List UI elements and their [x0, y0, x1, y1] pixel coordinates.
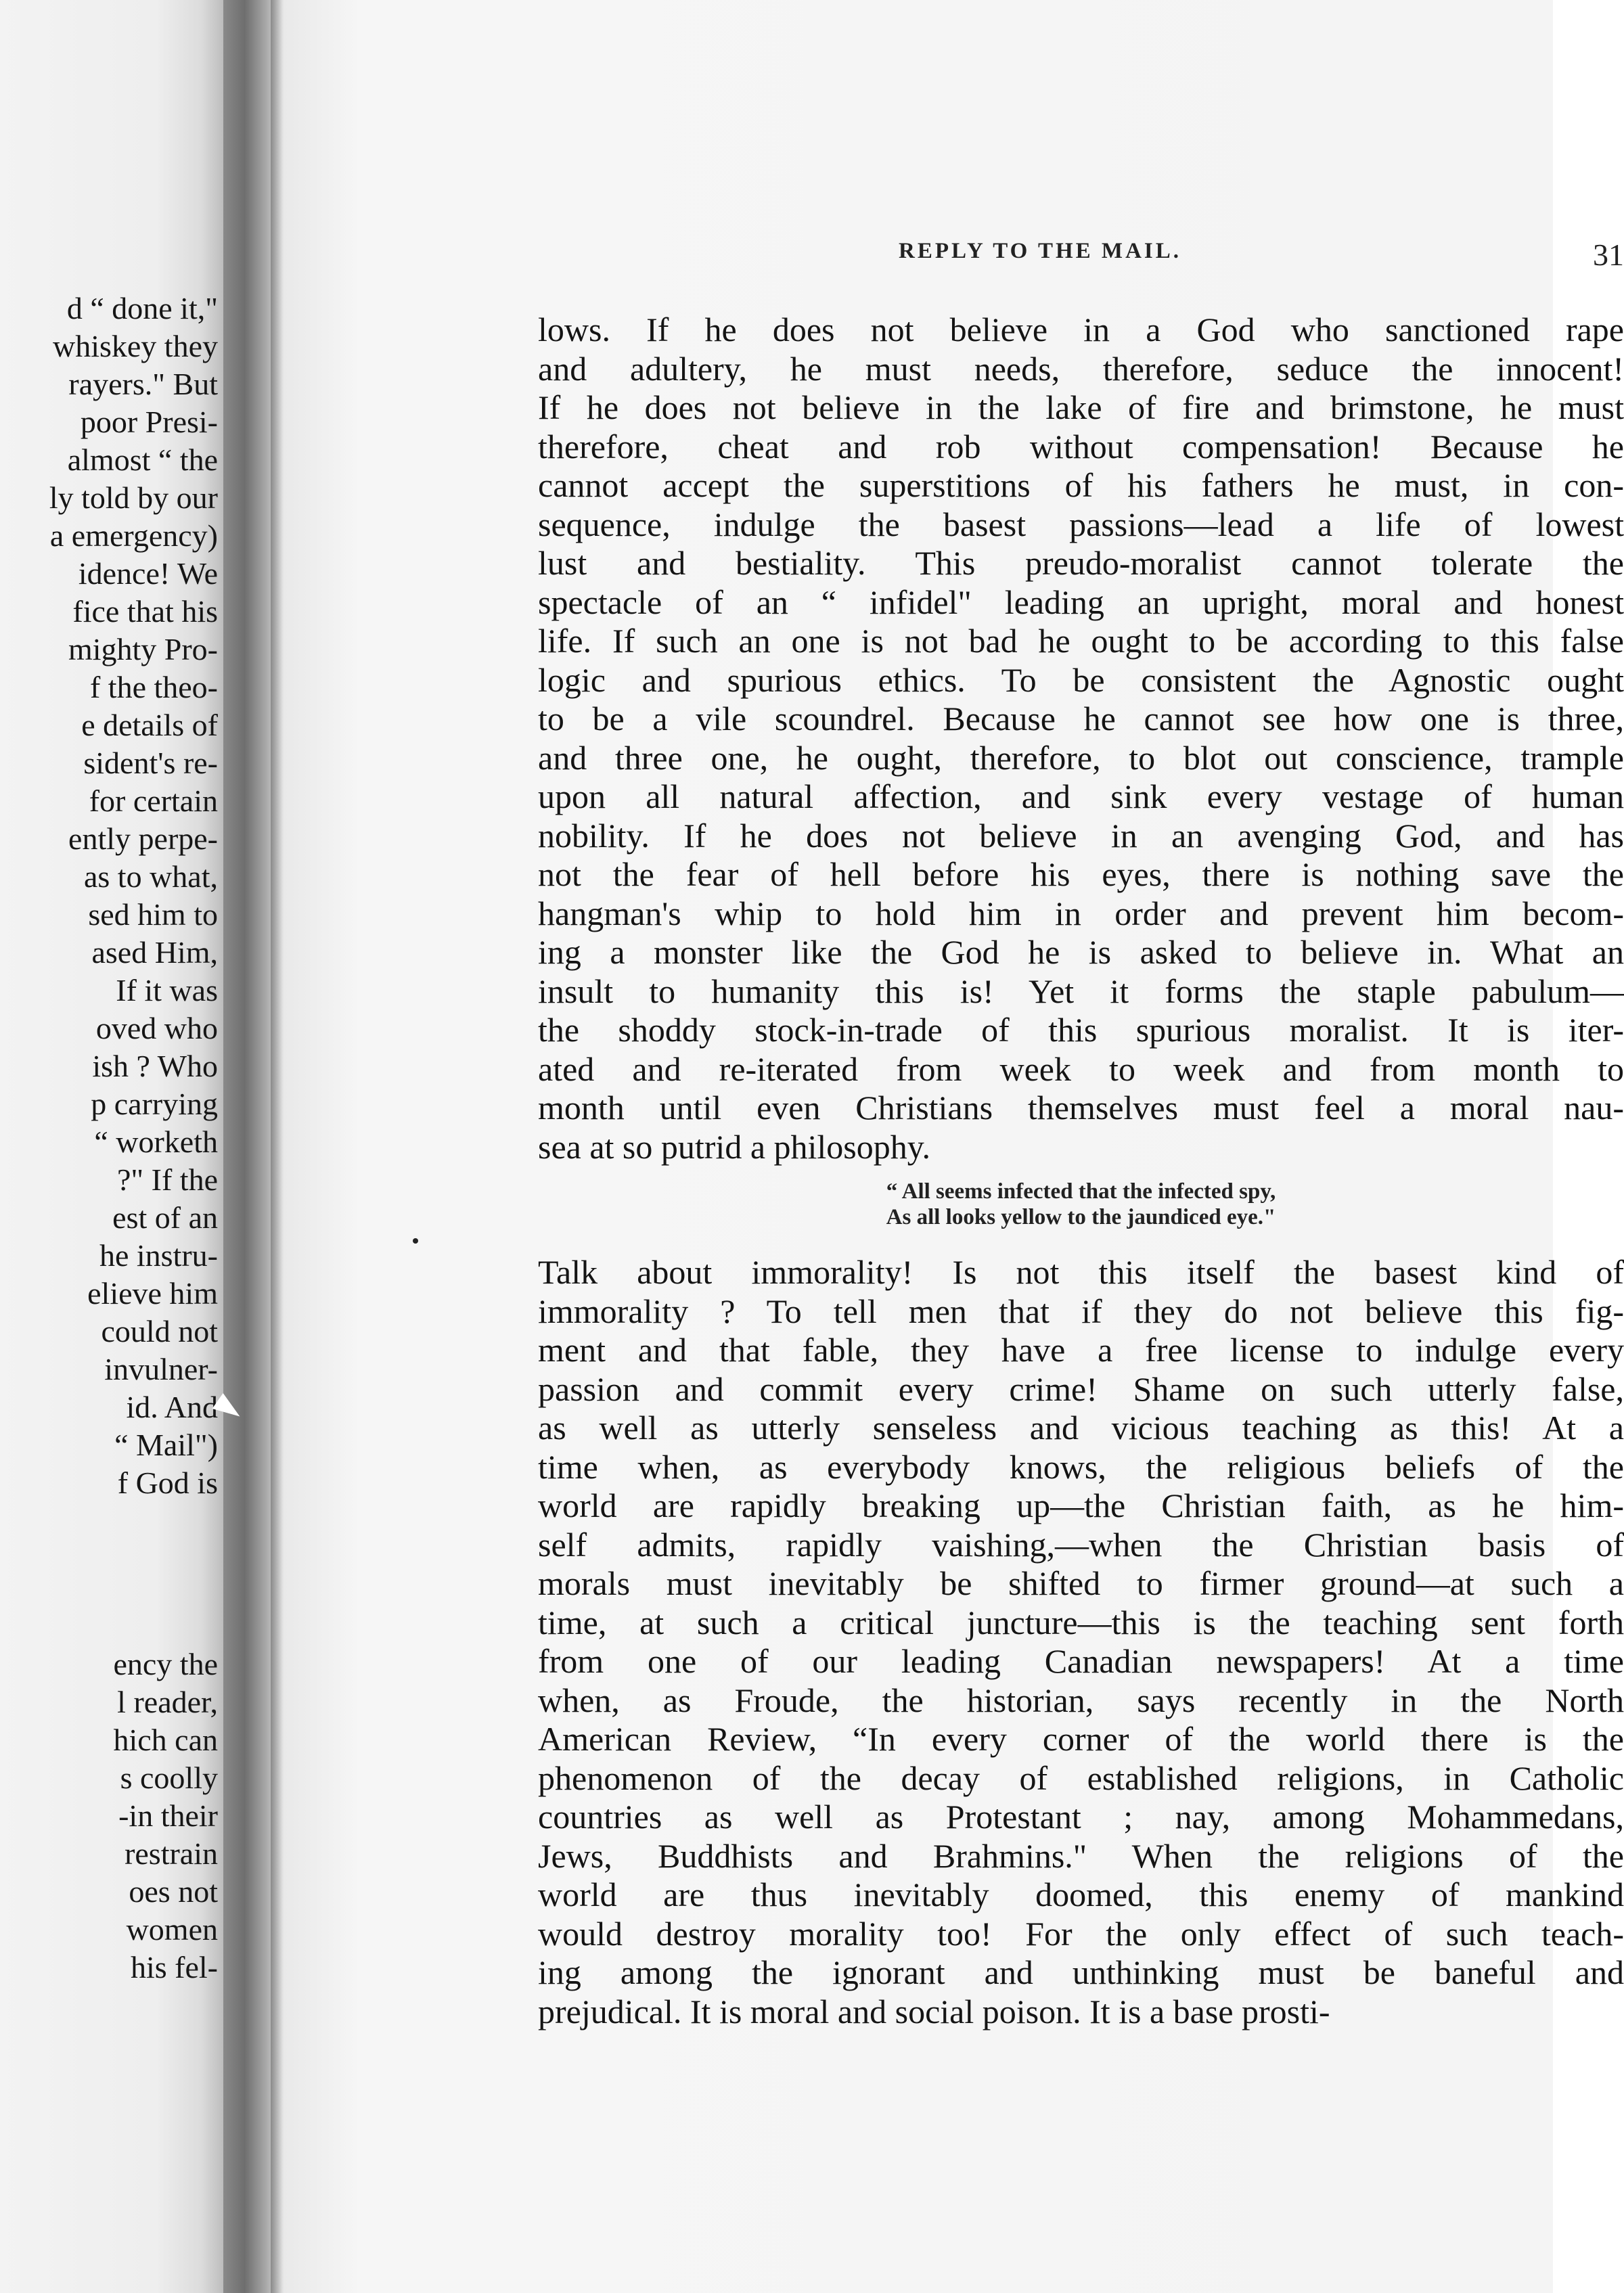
previous-page-line: e details of: [81, 708, 218, 742]
paragraph-1: [538, 311, 1624, 1166]
previous-page-line: f God is: [117, 1466, 218, 1500]
previous-page-line: “ worketh: [94, 1125, 218, 1159]
verse-quotation: [538, 1179, 1624, 1230]
text-line: not the fear of hell before his eyes, there is nothing save the: [538, 855, 1624, 893]
previous-page-line: est of an: [112, 1200, 218, 1235]
text-line: Jews, Buddhists and Brahmins." When the religions of the: [538, 1836, 1624, 1875]
previous-page-line: a emergency): [49, 518, 218, 553]
text-line: ing a monster like the God he is asked to believe in. What an: [538, 933, 1624, 971]
previous-page-line: fice that his: [72, 594, 218, 629]
previous-page-line: he instru-: [99, 1238, 218, 1273]
previous-page-line: f the theo-: [89, 670, 218, 704]
previous-page-line: d “ done it,": [66, 291, 218, 325]
text-line: time when, as everybody knows, the religious beliefs of the: [538, 1447, 1624, 1486]
previous-page-line: ly told by our: [49, 480, 218, 515]
previous-page-line: as to what,: [83, 859, 218, 894]
previous-page-line: If it was: [116, 973, 218, 1007]
previous-page-line: whiskey they: [52, 329, 218, 363]
text-line: lows. If he does not believe in a God who sanctioned rape: [538, 311, 1624, 348]
text-line: world are rapidly breaking up—the Christian faith, as he him-: [538, 1486, 1624, 1524]
previous-page-line: ased Him,: [91, 935, 218, 970]
text-line: hangman's whip to hold him in order and prevent him becom-: [538, 894, 1624, 932]
text-line: morals must inevitably be shifted to firmer ground—at such a: [538, 1564, 1624, 1602]
text-line: immorality ? To tell men that if they do not believe this fig-: [538, 1292, 1624, 1330]
text-line: when, as Froude, the historian, says recently in the North: [538, 1681, 1624, 1719]
previous-page-line: elieve him: [87, 1276, 218, 1311]
previous-page-line: his fel-: [130, 1950, 218, 1984]
previous-page-line: rayers." But: [68, 367, 218, 401]
text-line: ing among the ignorant and unthinking must be baneful and: [538, 1953, 1624, 1991]
previous-page-line: ency the: [113, 1647, 218, 1681]
previous-page-line: -in their: [118, 1798, 218, 1833]
text-line: phenomenon of the decay of established religions, in Catholic: [538, 1758, 1624, 1797]
previous-page-line: oes not: [129, 1874, 218, 1909]
text-line: ated and re-iterated from week to week and from month to: [538, 1049, 1624, 1088]
text-line: insult to humanity this is! Yet it forms the staple pabulum—: [538, 972, 1624, 1010]
text-line: passion and commit every crime! Shame on such utterly false,: [538, 1369, 1624, 1408]
main-page: [284, 0, 1624, 2293]
verse-line: As all looks yellow to the jaundiced eye.": [886, 1205, 1276, 1229]
previous-page-line: oved who: [95, 1011, 218, 1045]
text-line: therefore, cheat and rob without compensation! Because he: [538, 427, 1624, 466]
text-line: cannot accept the superstitions of his fathers he must, in con-: [538, 466, 1624, 504]
text-line: month until even Christians themselves must feel a moral nau-: [538, 1089, 1624, 1127]
text-line: sea at so putrid a philosophy.: [538, 1127, 931, 1166]
text-line: Talk about immorality! Is not this itself the basest kind of: [538, 1253, 1624, 1291]
previous-page-line: s coolly: [120, 1761, 218, 1795]
previous-page-line: sident's re-: [83, 746, 218, 780]
previous-page-text: [0, 290, 218, 1986]
text-line: self admits, rapidly vaishing,—when the Christian basis of: [538, 1525, 1624, 1564]
previous-page-line: “ Mail"): [114, 1428, 218, 1462]
page-number: 31: [1593, 237, 1624, 272]
previous-page-line: ently perpe-: [68, 821, 218, 856]
text-line: the shoddy stock-in-trade of this spurious moralist. It is iter-: [538, 1011, 1624, 1049]
gutter-edge: [271, 0, 283, 2293]
text-line: ment and that fable, they have a free license to indulge every: [538, 1331, 1624, 1369]
text-line: would destroy morality too! For the only effect of such teach-: [538, 1914, 1624, 1953]
previous-page-line: restrain: [125, 1836, 218, 1871]
previous-page-line: hich can: [113, 1723, 218, 1757]
text-line: upon all natural affection, and sink every vestage of human: [538, 777, 1624, 815]
previous-page-line: almost “ the: [67, 442, 218, 477]
previous-page-line: ?" If the: [116, 1162, 218, 1197]
text-line: sequence, indulge the basest passions—lead a life of lowest: [538, 505, 1624, 543]
text-line: countries as well as Protestant ; nay, among Mohammedans,: [538, 1798, 1624, 1836]
previous-page-line: invulner-: [104, 1352, 218, 1386]
previous-page-line: ish ? Who: [92, 1049, 218, 1083]
previous-page-line: women: [126, 1912, 218, 1947]
previous-page-line: p carrying: [91, 1087, 218, 1121]
previous-page-line: poor Presi-: [80, 405, 218, 439]
text-line: life. If such an one is not bad he ought to be according to this false: [538, 622, 1624, 660]
previous-page-line: l reader,: [117, 1685, 218, 1719]
text-line: lust and bestiality. This preudo-moralist cannot tolerate the: [538, 544, 1624, 582]
previous-page-line: idence! We: [78, 556, 218, 591]
previous-page-line: sed him to: [88, 897, 218, 932]
text-line: from one of our leading Canadian newspapers! At a time: [538, 1642, 1624, 1680]
text-line: and adultery, he must needs, therefore, seduce the innocent!: [538, 349, 1624, 388]
previous-page-edge: [0, 0, 223, 2293]
running-head: REPLY TO THE MAIL.: [899, 239, 1182, 263]
text-line: If he does not believe in the lake of fire and brimstone, he must: [538, 388, 1624, 426]
previous-page-line: for certain: [89, 784, 218, 818]
text-line: as well as utterly senseless and vicious teaching as this! At a: [538, 1409, 1624, 1447]
text-line: world are thus inevitably doomed, this enemy of mankind: [538, 1876, 1624, 1913]
verse-line: “ All seems infected that the infected spy,: [886, 1179, 1276, 1204]
text-line: spectacle of an “ infidel" leading an upright, moral and honest: [538, 583, 1624, 621]
text-line: logic and spurious ethics. To be consistent the Agnostic ought: [538, 660, 1624, 699]
text-line: nobility. If he does not believe in an avenging God, and has: [538, 816, 1624, 855]
text-line: to be a vile scoundrel. Because he cannot see how one is three,: [538, 700, 1624, 737]
text-line: and three one, he ought, therefore, to blot out conscience, trample: [538, 738, 1624, 777]
previous-page-line: id. And: [126, 1390, 218, 1424]
previous-page-line: mighty Pro-: [68, 632, 218, 666]
text-line: time, at such a critical juncture—this is the teaching sent forth: [538, 1603, 1624, 1641]
previous-page-line: could not: [101, 1314, 218, 1348]
text-line: prejudical. It is moral and social poison. It is a base prosti-: [538, 1992, 1330, 2030]
ink-speck: [413, 1238, 418, 1244]
paragraph-2: [538, 1253, 1624, 2031]
text-line: American Review, “In every corner of the world there is the: [538, 1720, 1624, 1758]
body-text: [538, 311, 1624, 2031]
